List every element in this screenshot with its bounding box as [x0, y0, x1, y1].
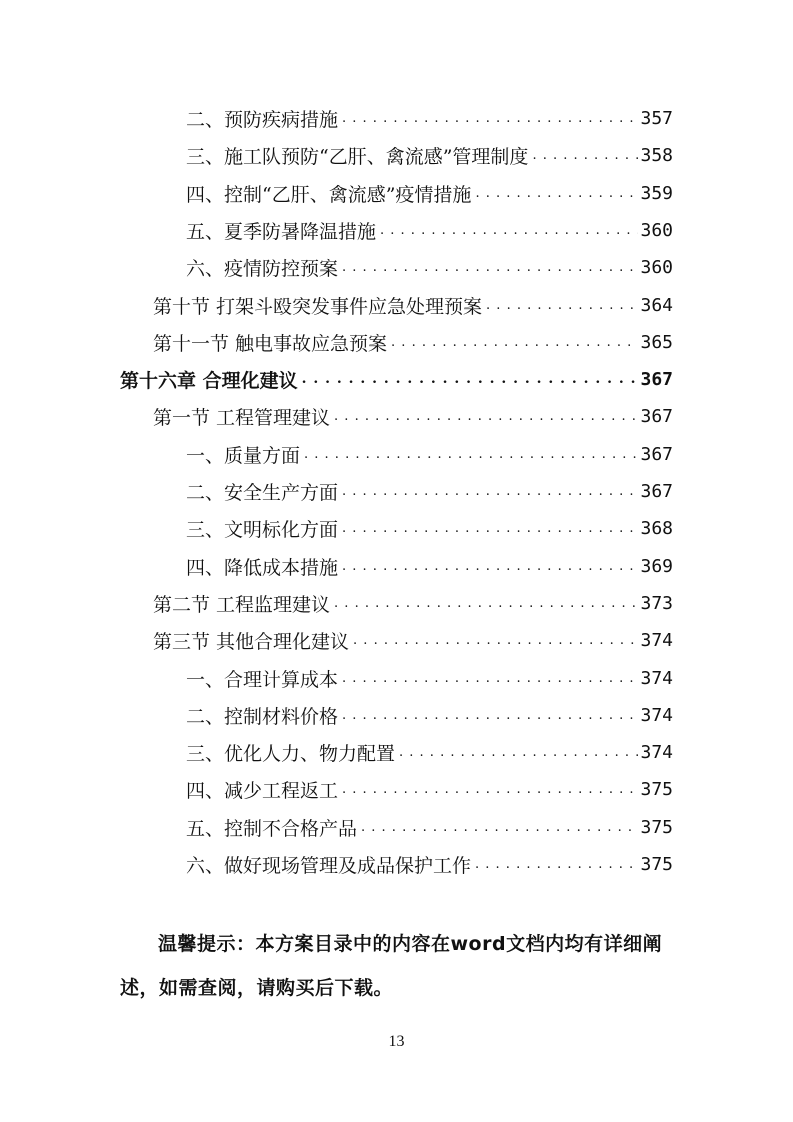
toc-leader-dots: [361, 818, 638, 837]
toc-entry-page: 367: [640, 406, 673, 428]
toc-entry[interactable]: [186, 100, 673, 137]
toc-entry-page: 373: [640, 592, 673, 614]
toc-leader-dots: [342, 669, 638, 688]
page-number: 13: [388, 1033, 405, 1050]
toc-entry[interactable]: [186, 510, 673, 547]
toc-entry-title: 四、降低成本措施: [186, 556, 339, 579]
toc-entry[interactable]: [153, 585, 673, 622]
toc-entry[interactable]: [153, 622, 673, 659]
toc-leader-dots: [342, 482, 638, 501]
toc-entry-title: 第十一节 触电事故应急预案: [153, 332, 388, 355]
toc-entry-page: 375: [640, 816, 673, 838]
toc-entry-title: 三、文明标化方面: [186, 519, 339, 542]
toc-entry[interactable]: [186, 697, 673, 734]
toc-leader-dots: [486, 296, 638, 315]
toc-entry-page: 358: [640, 145, 673, 167]
toc-entry[interactable]: [186, 175, 673, 212]
toc-entry-page: 374: [640, 704, 673, 726]
toc-leader-dots: [380, 221, 638, 240]
toc-entry[interactable]: [186, 660, 673, 697]
toc-entry-page: 367: [640, 481, 673, 502]
toc-leader-dots: [334, 407, 638, 426]
toc-leader-dots: [475, 855, 638, 874]
toc-entry-page: 374: [640, 630, 673, 652]
toc-entry-page: 359: [640, 182, 673, 204]
toc-entry-title: 第十六章 合理化建议: [120, 370, 298, 393]
toc-leader-dots: [334, 594, 638, 613]
toc-leader-dots: [399, 743, 638, 762]
toc-entry-title: 二、预防疾病措施: [186, 109, 339, 131]
toc-leader-dots: [342, 519, 638, 538]
toc-entry-page: 360: [640, 219, 673, 241]
toc-leader-dots: [342, 109, 638, 128]
toc-entry-page: 367: [640, 443, 673, 465]
toc-entry-title: 一、质量方面: [186, 444, 301, 467]
toc-entry[interactable]: [186, 809, 673, 846]
toc-leader-dots: [475, 184, 638, 203]
toc-entry[interactable]: [153, 324, 673, 361]
toc-leader-dots: [353, 631, 638, 650]
toc-entry[interactable]: [186, 548, 673, 585]
toc-entry-page: 365: [640, 331, 673, 353]
toc-entry[interactable]: [186, 436, 673, 473]
toc-leader-dots: [302, 370, 639, 389]
toc-entry-title: 第十节 打架斗殴突发事件应急处理预案: [153, 295, 483, 318]
toc-entry-title: 五、控制不合格产品: [186, 817, 358, 840]
reminder-note: 温馨提示：本方案目录中的内容在word文档内均有详细阐述，如需查阅，请购买后下载。: [120, 933, 663, 999]
toc-entry-title: 二、安全生产方面: [186, 482, 339, 504]
toc-leader-dots: [342, 706, 638, 725]
toc-entry[interactable]: [186, 771, 673, 808]
toc-entry-page: 369: [640, 555, 673, 577]
toc-leader-dots: [342, 780, 638, 799]
toc-entry[interactable]: [186, 473, 673, 510]
toc-entry-title: 二、控制材料价格: [186, 705, 339, 728]
toc-leader-dots: [391, 333, 638, 352]
toc-entry-title: 第一节 工程管理建议: [153, 407, 331, 430]
toc-entry-title: 第三节 其他合理化建议: [153, 631, 350, 654]
toc-entry[interactable]: [186, 846, 673, 883]
toc-entry-title: 五、夏季防暑降温措施: [186, 220, 377, 243]
toc-entry[interactable]: [186, 212, 673, 249]
toc-entry-title: 四、控制“乙肝、禽流感”疫情措施: [186, 183, 472, 206]
toc-entry[interactable]: [153, 287, 673, 324]
toc-entry-page: 368: [640, 518, 673, 540]
toc-entry-title: 四、减少工程返工: [186, 780, 339, 803]
toc-entry[interactable]: [186, 137, 673, 174]
toc-entry-title: 六、疫情防控预案: [186, 258, 339, 281]
toc-entry-page: 367: [640, 369, 673, 391]
toc-leader-dots: [304, 445, 638, 464]
toc-entry[interactable]: [153, 398, 673, 435]
toc-entry-title: 六、做好现场管理及成品保护工作: [186, 855, 472, 877]
toc-entry-title: 第二节 工程监理建议: [153, 593, 331, 616]
toc-entry[interactable]: [120, 361, 673, 398]
toc-leader-dots: [342, 258, 638, 277]
toc-entry-page: 357: [640, 108, 673, 129]
toc-entry-page: 375: [640, 854, 673, 875]
toc-entry-page: 360: [640, 257, 673, 279]
toc-entry-title: 一、合理计算成本: [186, 668, 339, 691]
toc-entry-title: 三、施工队预防“乙肝、禽流感”管理制度: [186, 146, 529, 169]
toc-entry-page: 375: [640, 779, 673, 801]
toc-leader-dots: [532, 146, 638, 165]
toc-entry-page: 374: [640, 667, 673, 689]
toc-entry[interactable]: [186, 249, 673, 286]
toc-entry-page: 374: [640, 742, 673, 764]
toc-entry[interactable]: [186, 734, 673, 771]
toc-entry-title: 三、优化人力、物力配置: [186, 743, 396, 766]
toc-entry-page: 364: [640, 294, 673, 316]
toc-leader-dots: [342, 557, 638, 576]
